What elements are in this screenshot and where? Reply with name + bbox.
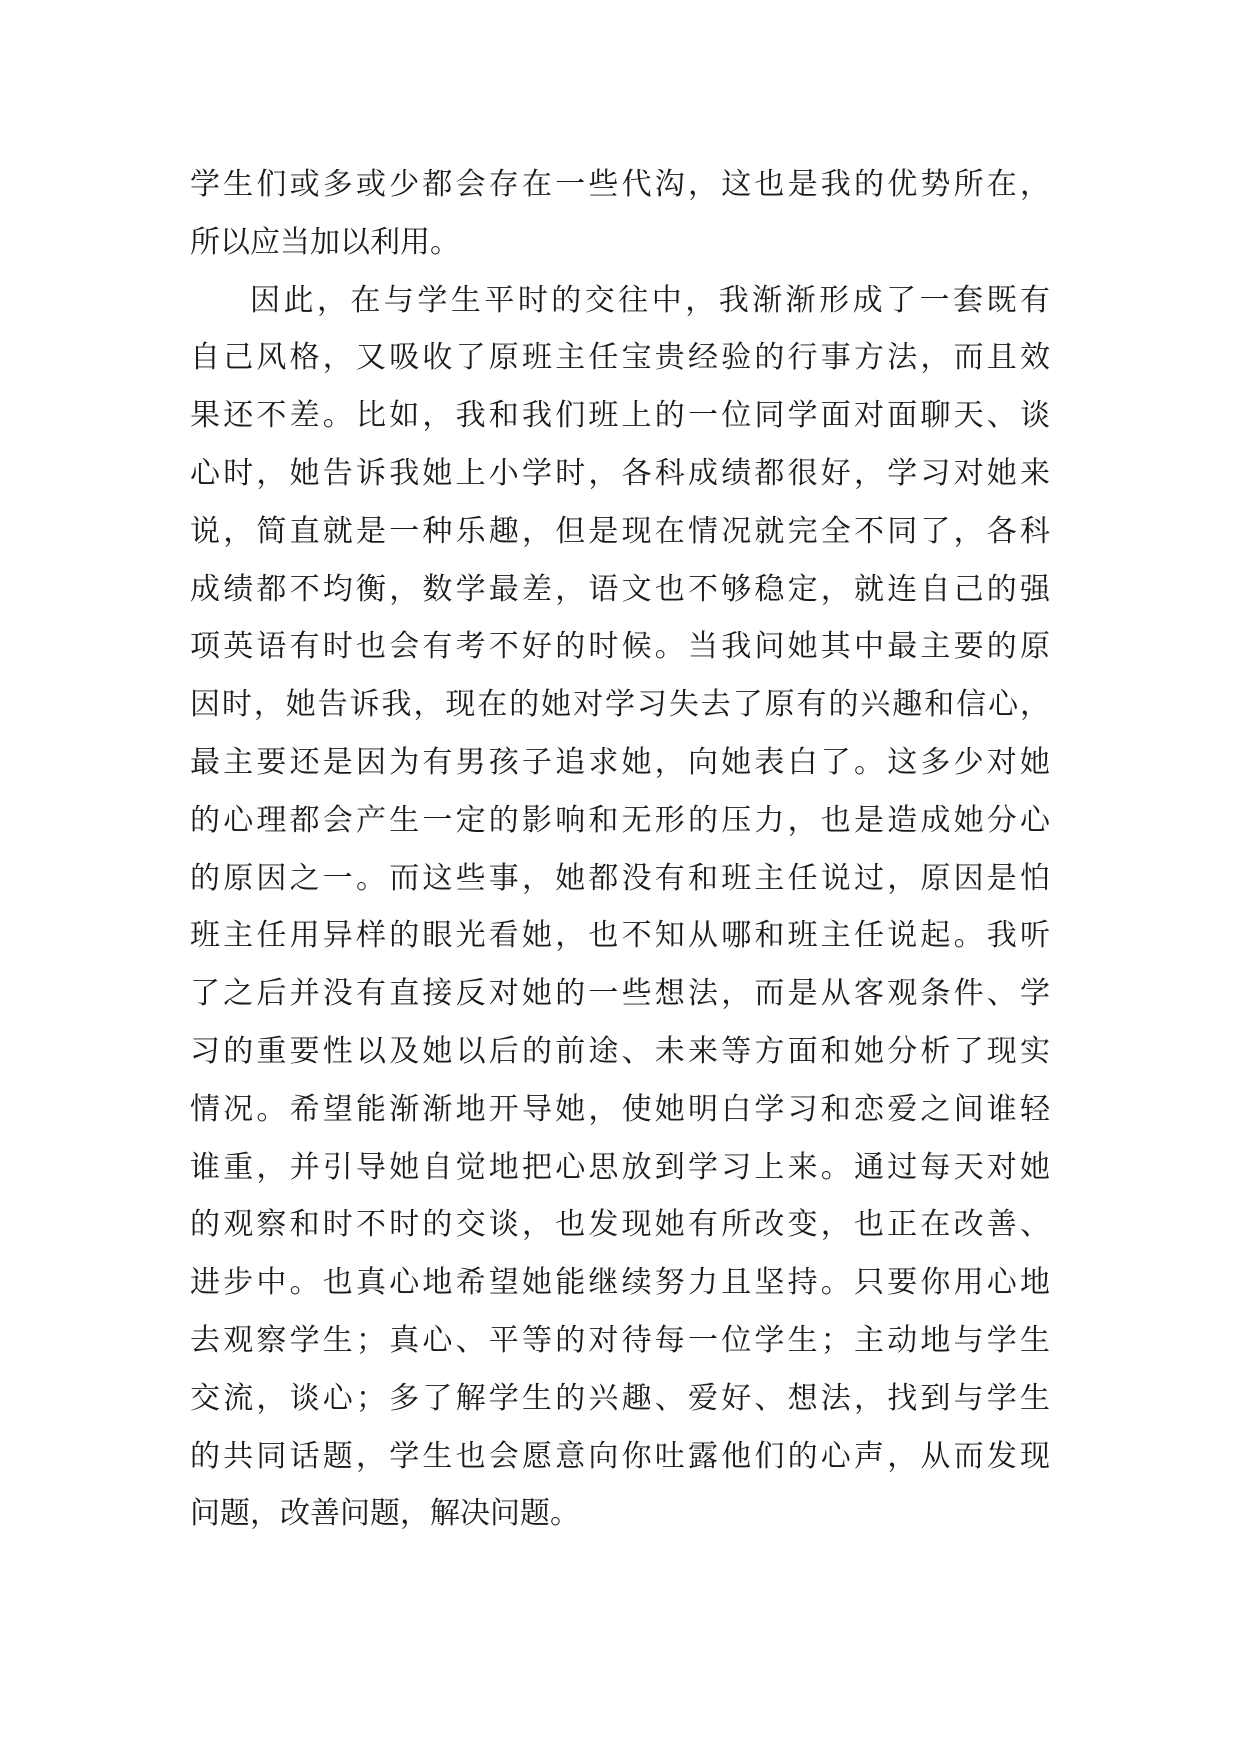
body-text: [190, 156, 1050, 1543]
text-line: 因时，她告诉我，现在的她对学习失去了原有的兴趣和信心，: [190, 687, 1050, 723]
text-line: 了之后并没有直接反对她的一些想法，而是从客观条件、学: [190, 976, 1050, 1012]
text-line: 项英语有时也会有考不好的时候。当我问她其中最主要的原: [190, 629, 1050, 665]
text-line: 情况。希望能渐渐地开导她，使她明白学习和恋爱之间谁轻: [190, 1091, 1050, 1127]
text-line: 心时，她告诉我她上小学时，各科成绩都很好，学习对她来: [190, 455, 1050, 491]
text-line: 成绩都不均衡，数学最差，语文也不够稳定，就连自己的强: [190, 571, 1050, 607]
text-line: 因此，在与学生平时的交往中，我渐渐形成了一套既有: [250, 282, 1050, 318]
text-line: 所以应当加以利用。: [190, 224, 460, 260]
text-line: 说，简直就是一种乐趣，但是现在情况就完全不同了，各科: [190, 513, 1050, 549]
text-line: 果还不差。比如，我和我们班上的一位同学面对面聊天、谈: [190, 398, 1050, 434]
text-line: 最主要还是因为有男孩子追求她，向她表白了。这多少对她: [190, 744, 1050, 780]
text-line: 的原因之一。而这些事，她都没有和班主任说过，原因是怕: [190, 860, 1050, 896]
text-line: 学生们或多或少都会存在一些代沟，这也是我的优势所在，: [190, 167, 1050, 202]
text-line: 习的重要性以及她以后的前途、未来等方面和她分析了现实: [190, 1033, 1050, 1069]
text-line: 交流，谈心；多了解学生的兴趣、爱好、想法，找到与学生: [190, 1380, 1050, 1416]
text-line: 自己风格，又吸收了原班主任宝贵经验的行事方法，而且效: [190, 340, 1050, 376]
text-line: 谁重，并引导她自觉地把心思放到学习上来。通过每天对她: [190, 1149, 1050, 1185]
text-line: 班主任用异样的眼光看她，也不知从哪和班主任说起。我听: [190, 918, 1050, 954]
text-line: 的观察和时不时的交谈，也发现她有所改变，也正在改善、: [190, 1207, 1050, 1243]
text-line: 去观察学生；真心、平等的对待每一位学生；主动地与学生: [190, 1322, 1050, 1358]
text-line: 的心理都会产生一定的影响和无形的压力，也是造成她分心: [190, 802, 1050, 838]
text-line: 问题，改善问题，解决问题。: [190, 1496, 580, 1532]
text-line: 进步中。也真心地希望她能继续努力且坚持。只要你用心地: [190, 1265, 1050, 1301]
text-line: 的共同话题，学生也会愿意向你吐露他们的心声，从而发现: [190, 1438, 1050, 1474]
